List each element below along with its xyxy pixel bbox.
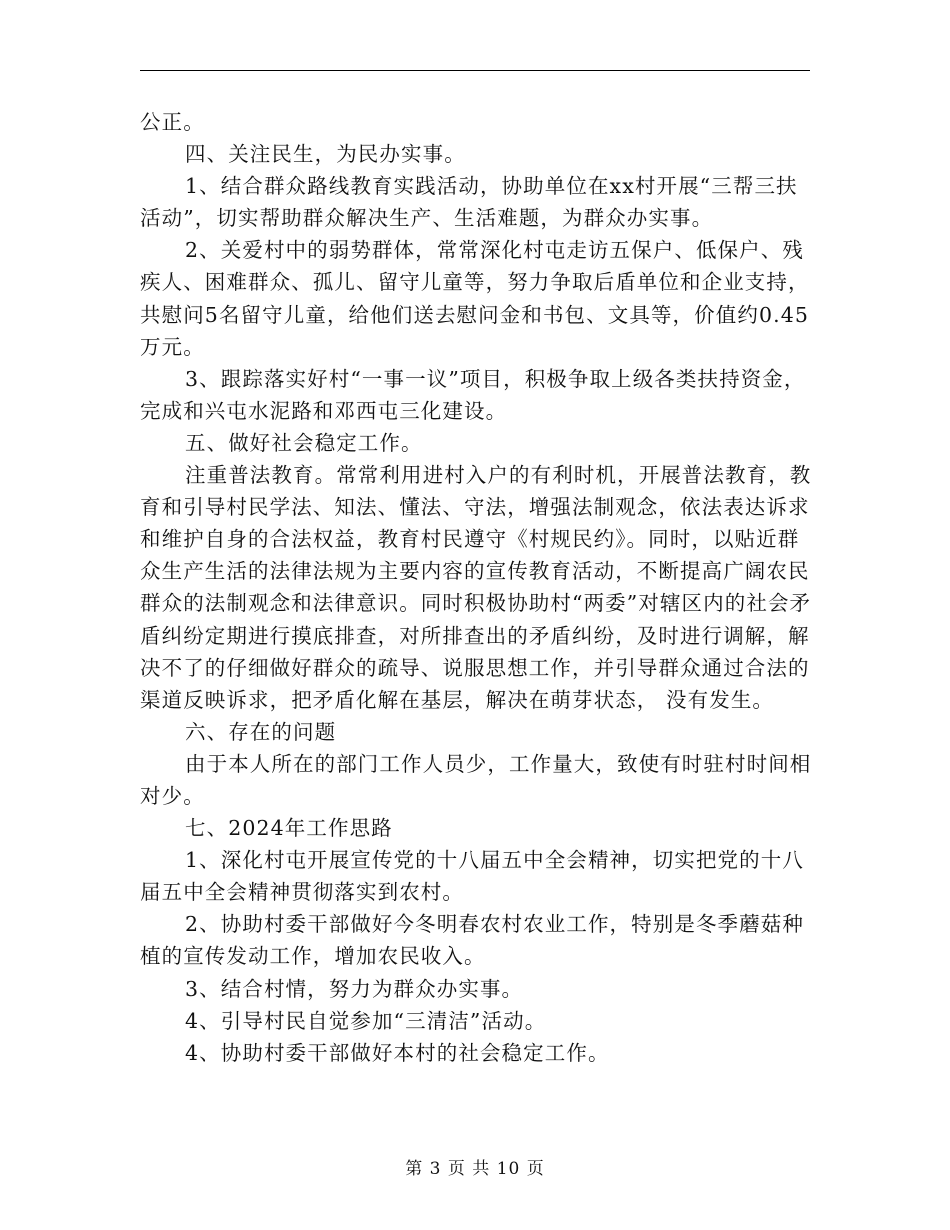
section-heading: 四、关注民生，为民办实事。	[185, 142, 466, 167]
paragraph: 由于本人所在的部门工作人员少，工作量大，致使有时驻村时间相对少。	[140, 751, 812, 808]
paragraph: 注重普法教育。常常利用进村入户的有利时机，开展普法教育，教育和引导村民学法、知法、懂法、守法，增强法制观念，依法表达诉求和维护自身的合法权益，教育村民遵守《村规民约》。同时，以贴近群众生产生活的法律法规为主要内容的宣传教育活动，不断提高广阔农民群众的法制观念和法律意识。同时积极协助村“两委”对辖区内的社会矛盾纠纷定期进行摸底排查，对所排查出的矛盾纠纷，及时进行调解，解决不了的仔细做好群众的疏导、说服思想工作，并引导群众通过合法的渠道反映诉求，把矛盾化解在基层，解决在萌芽状态， 没有发生。	[140, 463, 812, 712]
paragraph: 1、深化村屯开展宣传党的十八届五中全会精神，切实把党的十八届五中全会精神贯彻落实到农村。	[140, 848, 804, 905]
page-number: 第 3 页 共 10 页	[405, 1159, 545, 1179]
paragraph: 4、引导村民自觉参加“三清洁”活动。	[185, 1008, 547, 1033]
paragraph: 4、协助村委干部做好本村的社会稳定工作。	[185, 1040, 610, 1065]
paragraph: 2、关爱村中的弱势群体，常常深化村屯走访五保户、低保户、残疾人、困难群众、孤儿、留守儿童等，努力争取后盾单位和企业支持，共慰问5名留守儿童，给他们送去慰问金和书包、文具等，价值约0.45万元。	[140, 238, 810, 359]
page-footer	[0, 1154, 950, 1179]
paragraph: 3、跟踪落实好村“一事一议”项目，积极争取上级各类扶持资金，完成和兴屯水泥路和邓西屯三化建设。	[140, 366, 806, 423]
document-body	[140, 106, 812, 1069]
section-heading: 五、做好社会稳定工作。	[185, 430, 423, 455]
header-rule	[140, 70, 810, 71]
section-heading: 七、2024年工作思路	[185, 816, 393, 841]
paragraph: 2、协助村委干部做好今冬明春农村农业工作，特别是冬季蘑菇种植的宣传发动工作，增加农民收入。	[140, 912, 804, 969]
paragraph: 3、结合村情，努力为群众办实事。	[185, 976, 524, 1001]
paragraph: 公正。	[140, 110, 205, 134]
paragraph: 1、结合群众路线教育实践活动，协助单位在xx村开展“三帮三扶活动”，切实帮助群众解决生产、生活难题，为群众办实事。	[140, 174, 798, 231]
section-heading: 六、存在的问题	[185, 719, 337, 744]
